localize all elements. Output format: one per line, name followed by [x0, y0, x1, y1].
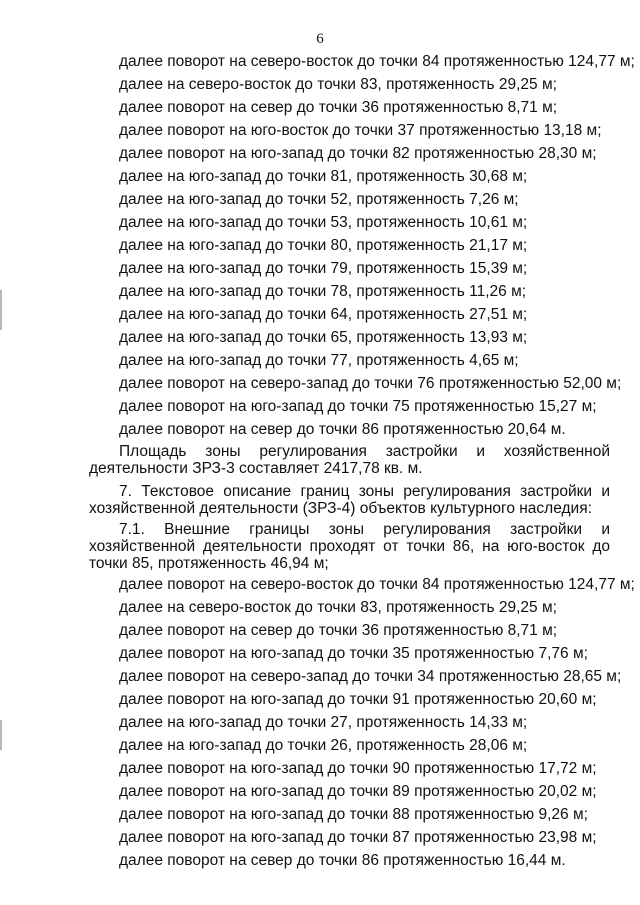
page-number: 6: [316, 31, 324, 47]
boundary-line: далее поворот на юго-запад до точки 88 протяженностью 9,26 м;: [119, 806, 588, 823]
boundary-line: далее на юго-запад до точки 53, протяженность 10,61 м;: [119, 214, 528, 231]
boundary-line: далее поворот на север до точки 86 протяженностью 16,44 м.: [119, 852, 566, 869]
boundary-line: далее поворот на юго-запад до точки 89 протяженностью 20,02 м;: [119, 783, 597, 800]
boundary-line: далее поворот на северо-запад до точки 76 протяженностью 52,00 м;: [119, 375, 622, 392]
area-paragraph: Площадь зоны регулирования застройки и хозяйственной деятельности ЗРЗ-3 составляет 2417,78 кв. м.: [89, 443, 610, 477]
boundary-line: далее поворот на северо-восток до точки 84 протяженностью 124,77 м;: [119, 53, 635, 70]
boundary-line: далее на юго-запад до точки 77, протяженность 4,65 м;: [119, 352, 519, 369]
section-7-paragraph: 7. Текстовое описание границ зоны регулирования застройки и хозяйственной деятельности (ЗРЗ-4) объектов культурного наследия:: [89, 483, 610, 517]
boundary-line: далее поворот на север до точки 36 протяженностью 8,71 м;: [119, 622, 558, 639]
boundary-line: далее поворот на север до точки 86 протяженностью 20,64 м.: [119, 421, 566, 438]
boundary-line: далее на юго-запад до точки 78, протяженность 11,26 м;: [119, 283, 527, 300]
boundary-line: далее поворот на юго-запад до точки 75 протяженностью 15,27 м;: [119, 398, 597, 415]
boundary-line: далее на юго-запад до точки 80, протяженность 21,17 м;: [119, 237, 528, 254]
boundary-line: далее поворот на северо-восток до точки 84 протяженностью 124,77 м;: [119, 576, 635, 593]
boundary-line: далее на юго-запад до точки 52, протяженность 7,26 м;: [119, 191, 519, 208]
boundary-line: далее поворот на северо-запад до точки 34 протяженностью 28,65 м;: [119, 668, 622, 685]
boundary-line: далее на юго-запад до точки 81, протяженность 30,68 м;: [119, 168, 528, 185]
boundary-line: далее на юго-запад до точки 79, протяженность 15,39 м;: [119, 260, 528, 277]
boundary-line: далее на юго-запад до точки 27, протяженность 14,33 м;: [119, 714, 528, 731]
boundary-line: далее на северо-восток до точки 83, протяженность 29,25 м;: [119, 599, 557, 616]
boundary-line: далее на юго-запад до точки 64, протяженность 27,51 м;: [119, 306, 528, 323]
scan-edge-mark: [0, 290, 2, 330]
boundary-line: далее на юго-запад до точки 26, протяженность 28,06 м;: [119, 737, 528, 754]
boundary-line: далее поворот на юго-запад до точки 90 протяженностью 17,72 м;: [119, 760, 597, 777]
boundary-line: далее на северо-восток до точки 83, протяженность 29,25 м;: [119, 76, 557, 93]
boundary-line: далее поворот на север до точки 36 протяженностью 8,71 м;: [119, 99, 558, 116]
scan-edge-mark: [0, 720, 2, 750]
boundary-line: далее поворот на юго-восток до точки 37 протяженностью 13,18 м;: [119, 122, 602, 139]
boundary-line: далее на юго-запад до точки 65, протяженность 13,93 м;: [119, 329, 528, 346]
boundary-line: далее поворот на юго-запад до точки 91 протяженностью 20,60 м;: [119, 691, 597, 708]
boundary-line: далее поворот на юго-запад до точки 35 протяженностью 7,76 м;: [119, 645, 588, 662]
boundary-line: далее поворот на юго-запад до точки 82 протяженностью 28,30 м;: [119, 145, 597, 162]
section-7-1-paragraph: 7.1. Внешние границы зоны регулирования застройки и хозяйственной деятельности проходят от точки 86, на юго-восток до точки 85, протяженность 46,94 м;: [89, 521, 610, 572]
boundary-line: далее поворот на юго-запад до точки 87 протяженностью 23,98 м;: [119, 829, 597, 846]
